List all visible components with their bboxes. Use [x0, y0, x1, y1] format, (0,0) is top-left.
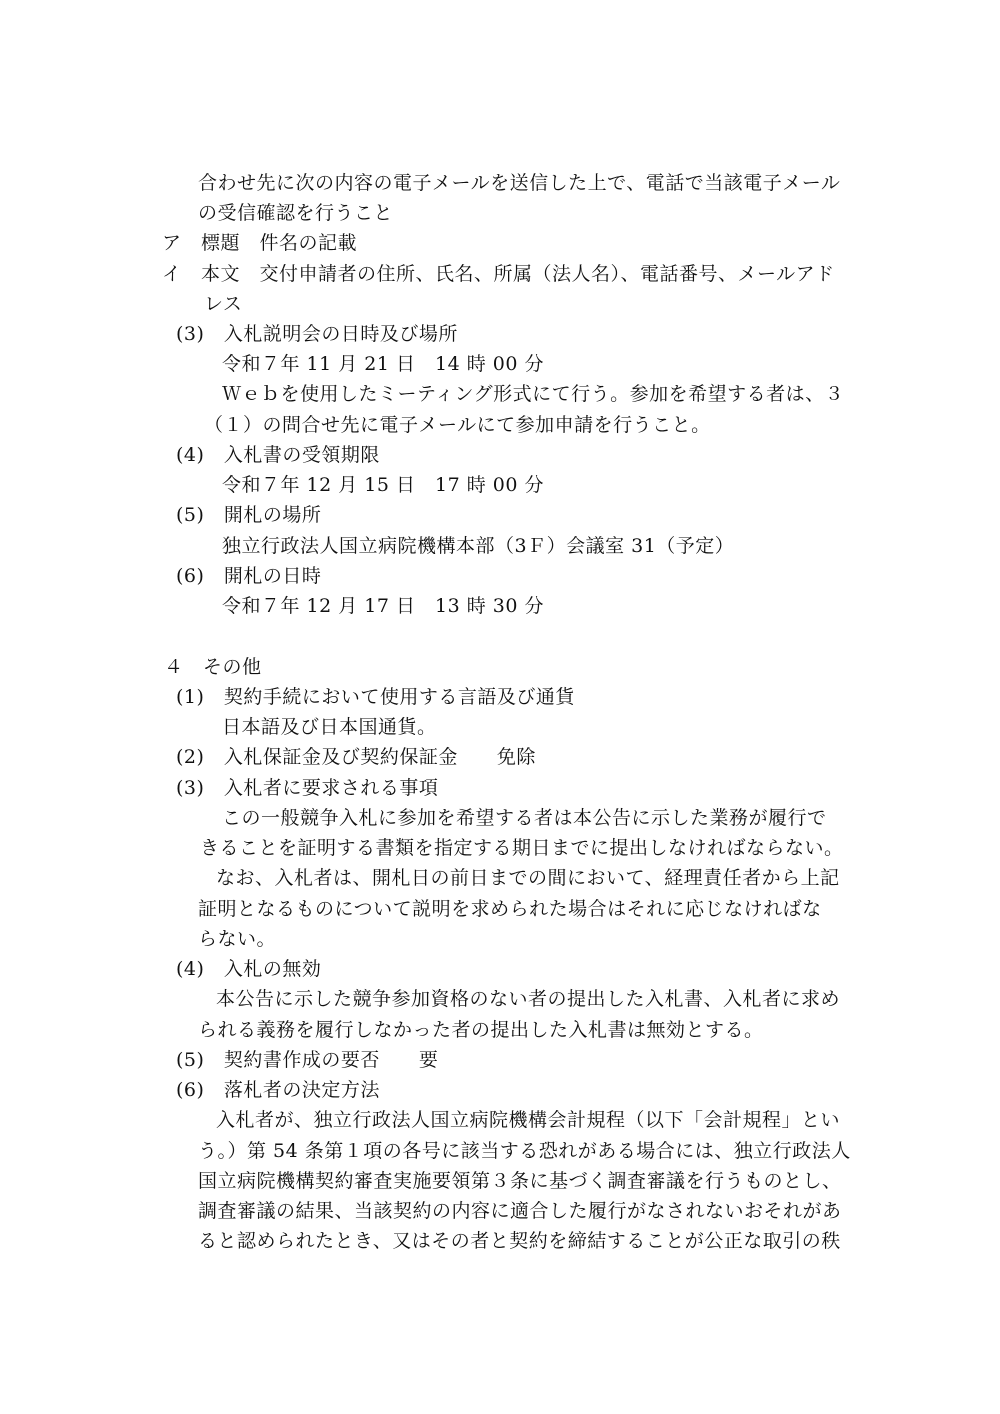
- text-line: 本公告に示した競争参加資格のない者の提出した入札書、入札者に求め: [216, 988, 841, 1010]
- text-line: らない。: [198, 928, 277, 950]
- text-line: の受信確認を行うこと: [198, 202, 394, 224]
- text-line: う。）第 54 条第１項の各号に該当する恐れがある場合には、独立行政法人: [198, 1140, 851, 1162]
- section-heading-4-4: (4) 入札の無効: [176, 958, 322, 980]
- text-line: レス: [204, 293, 243, 315]
- text-line: （１）の問合せ先に電子メールにて参加申請を行うこと。: [204, 414, 711, 436]
- text-line: 国立病院機構契約審査実施要領第３条に基づく調査審議を行うものとし、: [198, 1170, 842, 1192]
- section-heading-4: ４ その他: [164, 656, 262, 678]
- section-heading-4-6: (6) 落札者の決定方法: [176, 1079, 380, 1101]
- text-line: 日本語及び日本国通貨。: [222, 716, 437, 738]
- text-line: Ｗｅｂを使用したミーティング形式にて行う。参加を希望する者は、３: [222, 383, 845, 405]
- text-line: 証明となるものについて説明を求められた場合はそれに応じなければな: [198, 898, 822, 920]
- section-heading-3-3: (3) 入札説明会の日時及び場所: [176, 323, 458, 345]
- section-heading-3-4: (4) 入札書の受領期限: [176, 444, 380, 466]
- text-line: られる義務を履行しなかった者の提出した入札書は無効とする。: [198, 1019, 764, 1041]
- text-line: 調査審議の結果、当該契約の内容に適合した履行がなされないおそれがあ: [198, 1200, 842, 1222]
- section-heading-3-6: (6) 開札の日時: [176, 565, 322, 587]
- text-line: 令和７年 12 月 15 日 17 時 00 分: [222, 474, 544, 496]
- list-item-i: イ 本文 交付申請者の住所、氏名、所属（法人名）、電話番号、メールアド: [162, 263, 835, 285]
- section-heading-3-5: (5) 開札の場所: [176, 504, 322, 526]
- text-line: 令和７年 11 月 21 日 14 時 00 分: [222, 353, 544, 375]
- section-heading-4-2: (2) 入札保証金及び契約保証金 免除: [176, 746, 536, 768]
- text-line: 入札者が、独立行政法人国立病院機構会計規程（以下「会計規程」とい: [216, 1109, 841, 1131]
- text-line: なお、入札者は、開札日の前日までの間において、経理責任者から上記: [216, 867, 840, 889]
- text-line: ると認められたとき、又はその者と契約を締結することが公正な取引の秩: [198, 1230, 841, 1252]
- text-line: きることを証明する書類を指定する期日までに提出しなければならない。: [200, 837, 844, 859]
- section-heading-4-3: (3) 入札者に要求される事項: [176, 777, 439, 799]
- text-line: 合わせ先に次の内容の電子メールを送信した上で、電話で当該電子メール: [198, 172, 841, 194]
- text-line: 独立行政法人国立病院機構本部（3Ｆ）会議室 31（予定）: [222, 535, 735, 557]
- list-item-a: ア 標題 件名の記載: [162, 232, 358, 254]
- section-heading-4-1: (1) 契約手続において使用する言語及び通貨: [176, 686, 575, 708]
- text-line: 令和７年 12 月 17 日 13 時 30 分: [222, 595, 544, 617]
- text-line: この一般競争入札に参加を希望する者は本公告に示した業務が履行で: [222, 807, 827, 829]
- section-heading-4-5: (5) 契約書作成の要否 要: [176, 1049, 439, 1071]
